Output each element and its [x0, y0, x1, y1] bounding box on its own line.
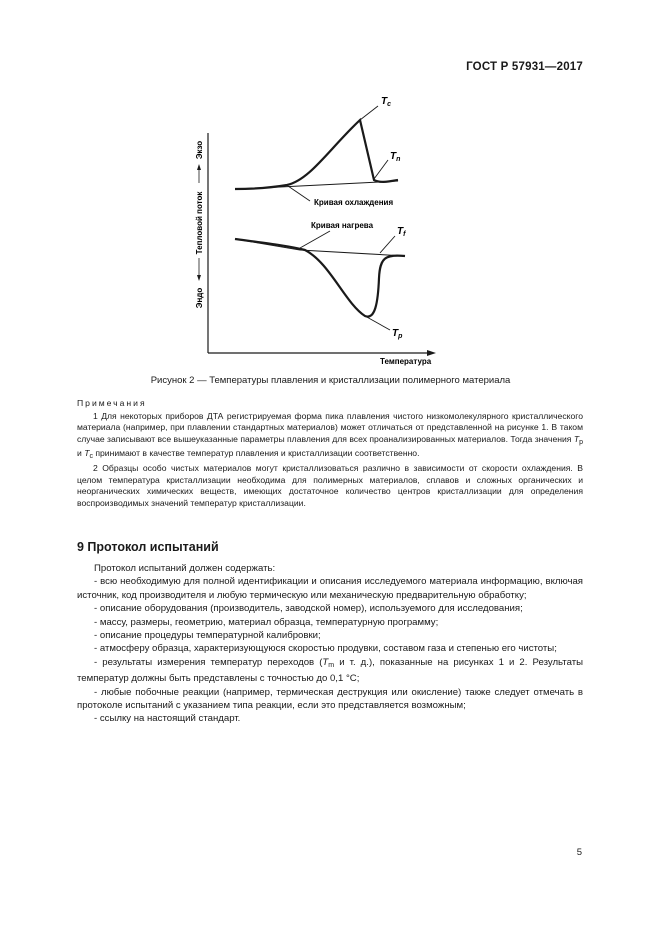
y-arrow-up: [197, 164, 201, 170]
label-t-n: $T_n$: [390, 151, 401, 163]
x-axis-arrow: [427, 350, 436, 356]
figure-caption: Рисунок 2 — Температуры плавления и кристаллизации полимерного материала: [150, 375, 511, 386]
dta-curves-graph: [180, 88, 450, 368]
y-label-heat-flow: Тепловой поток: [195, 191, 204, 255]
t-p-leader: [365, 316, 390, 330]
cooling-curve: [235, 120, 401, 189]
label-t-f: $T_f$: [397, 226, 406, 238]
label-t-p: $T_p$: [392, 328, 403, 340]
x-axis-label: Температура: [380, 357, 432, 366]
note-2: 2 Образцы особо чистых материалов могут кристаллизоваться различно в зависимости от скорости охлаждения. В целом температура кристаллизации необходима для полимерных материалов, сплавов и сложных органических и неорганических химических веществ, имеющих достаточное количество центров кристаллизации для определения воспроизводимых значений температур кристаллизации.: [77, 462, 583, 508]
section-title: 9 Протокол испытаний: [77, 540, 219, 554]
note-1: 1 Для некоторых приборов ДТА регистрируемая форма пика плавления чистого низкомолекулярного кристаллического материала (например, при плавлении стандартных материалов) может отличаться от представленной на рисунке 1. В таком случае записывают все вышеуказанные параметры плавления для всех проанализированных материалов. Тогда значения $T_p$ и $T_c$ принимают в качестве температур плавления и кристаллизации соответственно.: [77, 410, 583, 461]
heating-label-leader: [300, 231, 330, 248]
t-f-leader: [380, 236, 395, 253]
section-intro: Протокол испытаний должен содержать:: [94, 563, 276, 574]
list-item: - массу, размеры, геометрию, материал образца, температурную программу;: [94, 616, 439, 628]
notes-title: Примечания: [77, 398, 147, 408]
y-label-endo: Эндо: [195, 287, 204, 309]
document-header: ГОСТ Р 57931—2017: [466, 61, 583, 73]
label-cooling-curve: Кривая охлаждения: [314, 198, 394, 207]
list-item: - всю необходимую для полной идентификации и описания исследуемого материала информацию, включая источник, код производителя и любую термическую или механическую предварительную обработку;: [77, 576, 583, 601]
y-arrow-down: [197, 275, 201, 281]
page-number: 5: [576, 847, 582, 858]
cooling-label-leader: [288, 186, 310, 201]
t-c-leader: [360, 106, 378, 120]
label-t-c: $T_c$: [381, 96, 392, 108]
list-item: - ссылку на настоящий стандарт.: [94, 713, 241, 725]
list-item: - результаты измерения температур переходов ($T_m$ и т. д.), показанные на рисунках 1 и 2. Результаты температур должны быть представлены с точностью до 0,1 °C;: [77, 656, 583, 685]
list-item: - любые побочные реакции (например, термическая деструкция или окисление) также следует отмечать в протоколе испытаний с указанием типа реакции, если это представляется возможным;: [77, 686, 583, 712]
t-n-leader: [374, 160, 388, 179]
list-item: - атмосферу образца, характеризующуюся скоростью продувки, составом газа и степенью его чистоты;: [94, 643, 557, 655]
section-body: [77, 562, 583, 726]
list-item: - описание оборудования (производитель, заводской номер), используемого для исследования;: [94, 603, 523, 615]
label-heating-curve: Кривая нагрева: [311, 221, 374, 230]
dta-figure: [180, 88, 450, 368]
notes-block: [77, 398, 583, 509]
y-label-exo: Экзо: [195, 140, 204, 160]
list-item: - описание процедуры температурной калибровки;: [94, 630, 321, 642]
heating-curve: [235, 239, 405, 317]
